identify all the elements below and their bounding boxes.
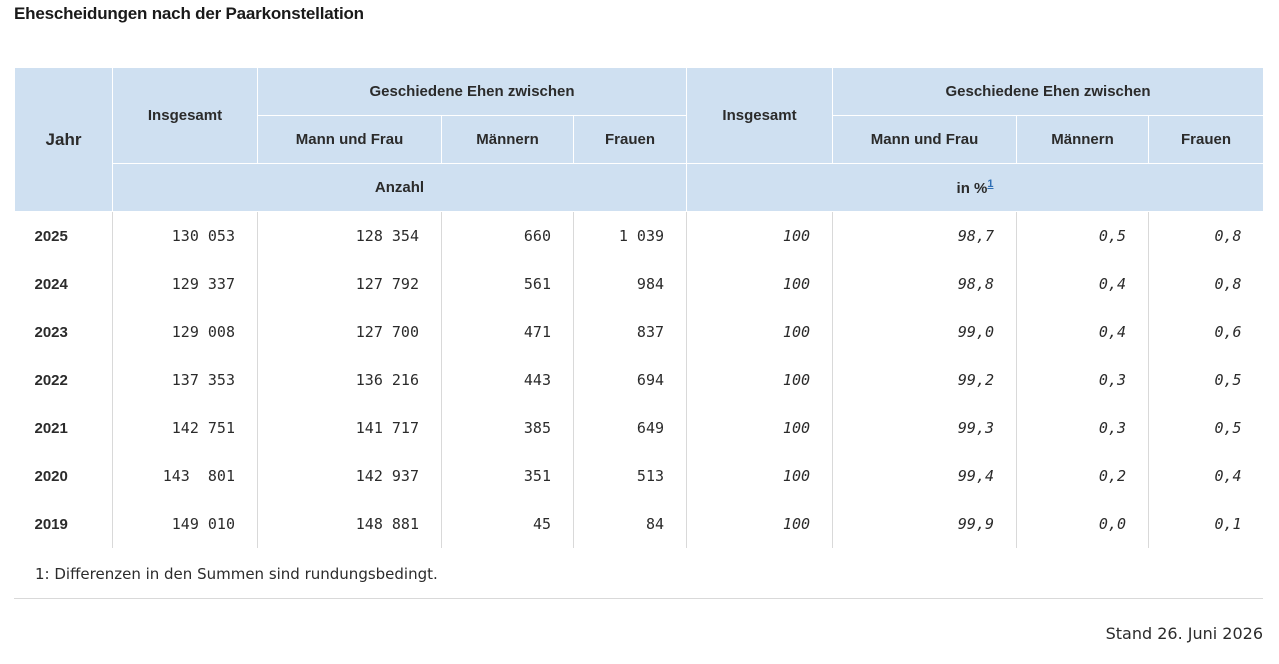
mann-frau-pct-cell: 99,0: [833, 308, 1017, 356]
mann-frau-abs-cell: 127 792: [258, 260, 442, 308]
footnote-link[interactable]: 1: [987, 178, 994, 190]
maennern-pct-cell: 0,2: [1017, 452, 1149, 500]
mann-frau-abs-cell: 148 881: [258, 500, 442, 548]
year-cell: 2019: [34, 515, 68, 533]
insgesamt-pct-cell: 100: [687, 260, 833, 308]
header-frauen-pct: Frauen: [1149, 116, 1264, 164]
maennern-abs-cell: 443: [442, 356, 574, 404]
frauen-abs-cell: 694: [574, 356, 687, 404]
table-row: [15, 212, 1264, 261]
frauen-abs-cell: 649: [574, 404, 687, 452]
header-maennern-abs: Männern: [442, 116, 574, 164]
insgesamt-pct-cell: 100: [687, 308, 833, 356]
header-mann-frau-abs: Mann und Frau: [258, 116, 442, 164]
frauen-pct-cell: 0,5: [1149, 356, 1264, 404]
header-jahr: Jahr: [15, 68, 113, 212]
mann-frau-pct-cell: 99,3: [833, 404, 1017, 452]
insgesamt-pct-cell: 100: [687, 452, 833, 500]
maennern-abs-cell: 351: [442, 452, 574, 500]
header-geschiedene-abs: Geschiedene Ehen zwischen: [258, 68, 687, 116]
insgesamt-abs-cell: 143 801: [113, 452, 258, 500]
frauen-pct-cell: 0,1: [1149, 500, 1264, 548]
page-title: Ehescheidungen nach der Paarkonstellation: [14, 4, 364, 23]
mann-frau-abs-cell: 127 700: [258, 308, 442, 356]
divider: [14, 598, 1263, 599]
maennern-pct-cell: 0,5: [1017, 212, 1149, 261]
table-row: [15, 308, 1264, 356]
mann-frau-pct-cell: 98,7: [833, 212, 1017, 261]
mann-frau-abs-cell: 142 937: [258, 452, 442, 500]
maennern-abs-cell: 385: [442, 404, 574, 452]
frauen-pct-cell: 0,5: [1149, 404, 1264, 452]
frauen-pct-cell: 0,8: [1149, 260, 1264, 308]
table-row: [15, 404, 1264, 452]
insgesamt-pct-cell: 100: [687, 212, 833, 261]
mann-frau-abs-cell: 136 216: [258, 356, 442, 404]
mann-frau-abs-cell: 128 354: [258, 212, 442, 261]
year-cell: 2021: [34, 419, 68, 437]
insgesamt-pct-cell: 100: [687, 356, 833, 404]
header-anzahl: Anzahl: [113, 164, 687, 212]
insgesamt-abs-cell: 129 337: [113, 260, 258, 308]
header-in-pct: [687, 164, 1264, 212]
insgesamt-abs-cell: 129 008: [113, 308, 258, 356]
insgesamt-pct-cell: 100: [687, 500, 833, 548]
table-row: [15, 356, 1264, 404]
year-cell: 2022: [34, 371, 68, 389]
header-geschiedene-pct: Geschiedene Ehen zwischen: [833, 68, 1264, 116]
frauen-abs-cell: 837: [574, 308, 687, 356]
insgesamt-abs-cell: 137 353: [113, 356, 258, 404]
frauen-pct-cell: 0,6: [1149, 308, 1264, 356]
maennern-abs-cell: 471: [442, 308, 574, 356]
stand-date: Stand 26. Juni 2026: [1105, 624, 1263, 643]
maennern-pct-cell: 0,3: [1017, 404, 1149, 452]
footnote-text: 1: Differenzen in den Summen sind rundungsbedingt.: [35, 565, 438, 583]
maennern-pct-cell: 0,4: [1017, 308, 1149, 356]
maennern-pct-cell: 0,4: [1017, 260, 1149, 308]
frauen-pct-cell: 0,4: [1149, 452, 1264, 500]
year-cell: 2023: [34, 323, 68, 341]
frauen-abs-cell: 84: [574, 500, 687, 548]
mann-frau-pct-cell: 99,4: [833, 452, 1017, 500]
insgesamt-abs-cell: 149 010: [113, 500, 258, 548]
maennern-abs-cell: 660: [442, 212, 574, 261]
frauen-pct-cell: 0,8: [1149, 212, 1264, 261]
insgesamt-abs-cell: 142 751: [113, 404, 258, 452]
header-insgesamt-abs: Insgesamt: [113, 68, 258, 164]
header-in-pct-label: in %: [956, 180, 988, 197]
frauen-abs-cell: 513: [574, 452, 687, 500]
header-frauen-abs: Frauen: [574, 116, 687, 164]
year-cell: 2024: [34, 275, 68, 293]
divorce-table: [14, 67, 1264, 548]
mann-frau-pct-cell: 99,2: [833, 356, 1017, 404]
table-row: [15, 452, 1264, 500]
mann-frau-pct-cell: 98,8: [833, 260, 1017, 308]
insgesamt-abs-cell: 130 053: [113, 212, 258, 261]
header-maennern-pct: Männern: [1017, 116, 1149, 164]
table-row: [15, 500, 1264, 548]
year-cell: 2025: [34, 227, 68, 245]
maennern-pct-cell: 0,0: [1017, 500, 1149, 548]
frauen-abs-cell: 1 039: [574, 212, 687, 261]
year-cell: 2020: [34, 467, 68, 485]
maennern-abs-cell: 45: [442, 500, 574, 548]
header-insgesamt-pct: Insgesamt: [687, 68, 833, 164]
header-mann-frau-pct: Mann und Frau: [833, 116, 1017, 164]
maennern-pct-cell: 0,3: [1017, 356, 1149, 404]
maennern-abs-cell: 561: [442, 260, 574, 308]
frauen-abs-cell: 984: [574, 260, 687, 308]
insgesamt-pct-cell: 100: [687, 404, 833, 452]
mann-frau-abs-cell: 141 717: [258, 404, 442, 452]
table-row: [15, 260, 1264, 308]
mann-frau-pct-cell: 99,9: [833, 500, 1017, 548]
